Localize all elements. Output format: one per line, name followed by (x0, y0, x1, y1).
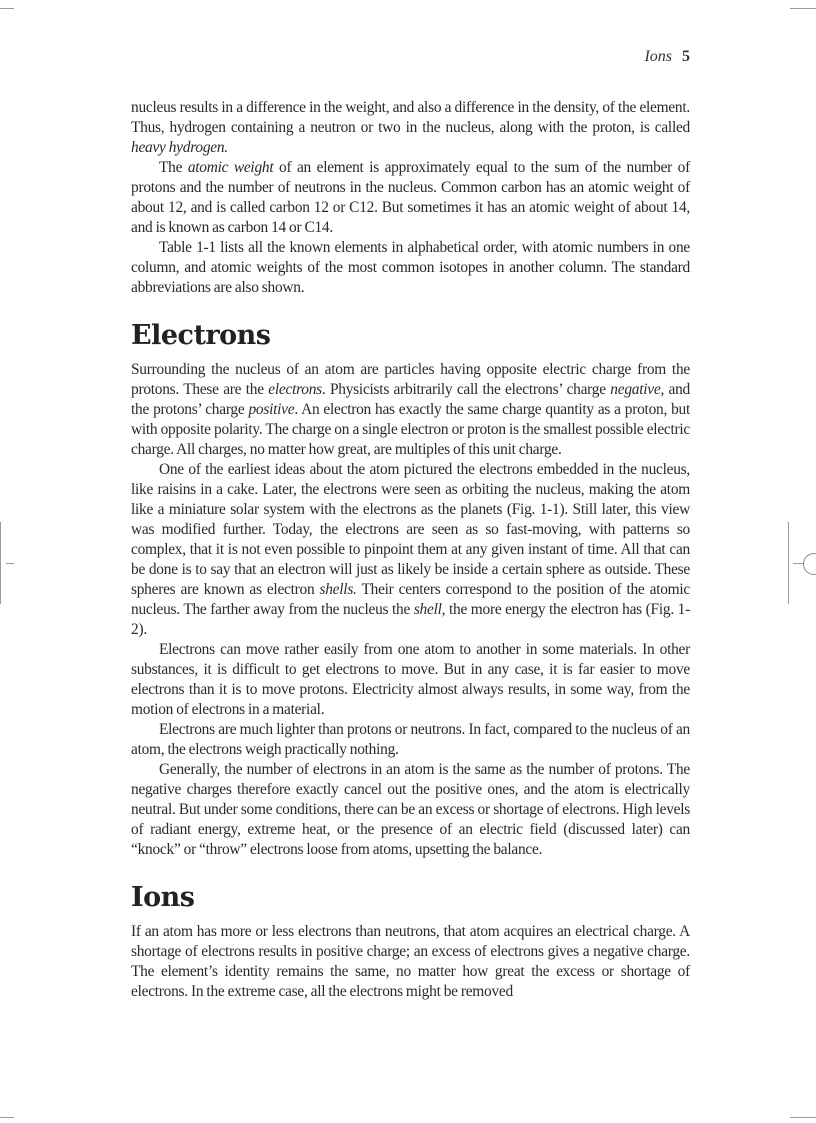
text-run: . An electron has exactly the same charge quantity as a proton, but with opposite polarity. The charge on a single electron or proton is the smallest possible electric charge. All charges, no matter how great, are multiples of this unit charge. (131, 401, 690, 458)
running-header (644, 48, 690, 66)
text-run: , and the protons’ charge (131, 381, 690, 418)
registration-mark-right-vertical (788, 522, 789, 604)
electrons-paragraph-1 (131, 360, 690, 460)
crop-mark-top-left (0, 8, 14, 9)
text-run: The (159, 159, 188, 176)
text-run: . Physicists arbitrarily call the electrons’ charge (321, 381, 611, 398)
electrons-paragraph-5: Generally, the number of electrons in an atom is the same as the number of protons. The negative charges therefore exactly cancel out the positive ones, and the atom is electrically neutral. But under some conditions, there can be an excess or shortage of electrons. High levels of radiant energy, extreme heat, or the presence of an electric field (discussed later) can “knock” or “throw” electrons loose from atoms, upsetting the balance. (131, 761, 690, 858)
text-run: Their centers correspond to the position of the atomic nucleus. The farther away from the nucleus the (131, 581, 690, 618)
emphasis: positive (248, 401, 295, 418)
registration-mark-right-horizontal (793, 563, 803, 564)
text-run: Surrounding the nucleus of an atom are particles having opposite electric charge from the protons. These are the (131, 361, 690, 398)
text-run: of an element is approximately equal to the sum of the number of protons and the number of neutrons in the nucleus. Common carbon has an atomic weight of about 12, and is called carbon 12 or C12. But sometimes it has an atomic weight of about 14, and is known as carbon 14 or C14. (131, 159, 690, 236)
text-run: nucleus results in a difference in the weight, and also a difference in the density, of the element. Thus, hydrogen containing a neutron or two in the nucleus, along with the proton, is called (131, 99, 690, 136)
electrons-paragraph-4: Electrons are much lighter than protons or neutrons. In fact, compared to the nucleus of an atom, the electrons weigh practically nothing. (131, 721, 690, 758)
electrons-paragraph-2 (131, 460, 690, 640)
text-run: One of the earliest ideas about the atom pictured the electrons embedded in the nucleus, like raisins in a cake. Later, the electrons were seen as orbiting the nucleus, making the atom like a miniature solar system with the electrons as the planets (Fig. 1-1). Still later, this view was modified further. Today, the electrons are seen as so fast-moving, with patterns so complex, that it is not even possible to pinpoint them at any given instant of time. All that can be done is to say that an electron will just as likely be inside a certain sphere as outside. These spheres are known as electron (131, 461, 690, 598)
intro-paragraph-1 (131, 98, 690, 158)
crop-mark-bottom-right (790, 1117, 816, 1118)
registration-mark-left-horizontal (6, 563, 14, 564)
emphasis: shell, (413, 601, 446, 618)
registration-circle-icon (803, 553, 816, 575)
emphasis: electrons (268, 381, 322, 398)
crop-mark-bottom-left (0, 1117, 14, 1118)
running-title: Ions (644, 48, 672, 65)
intro-paragraph-2 (131, 158, 690, 238)
emphasis: heavy hydrogen. (131, 139, 228, 156)
emphasis: negative (610, 381, 661, 398)
emphasis: atomic weight (187, 159, 274, 176)
registration-mark-left-vertical (0, 522, 1, 604)
ions-paragraph-1: If an atom has more or less electrons than neutrons, that atom acquires an electrical charge. A shortage of electrons results in positive charge; an excess of electrons gives a negative charge. The element’s identity remains the same, no matter how great the excess or shortage of electrons. In the extreme case, all the electrons might be removed (131, 923, 690, 1000)
section-heading-ions: Ions (131, 882, 195, 913)
page-body (131, 98, 690, 1002)
emphasis: shells. (319, 581, 357, 598)
electrons-paragraph-3: Electrons can move rather easily from one atom to another in some materials. In other substances, it is difficult to get electrons to move. But in any case, it is far easier to move electrons than it is to move protons. Electricity almost always results, in some way, from the motion of electrons in a material. (131, 641, 690, 718)
text-run: the more energy the electron has (Fig. 1-2). (131, 601, 690, 638)
intro-paragraph-3: Table 1-1 lists all the known elements in alphabetical order, with atomic numbers in one column, and atomic weights of the most common isotopes in another column. The standard abbreviations are also shown. (131, 239, 690, 296)
page-number: 5 (682, 48, 690, 65)
crop-mark-top-right (790, 8, 816, 9)
section-heading-electrons: Electrons (131, 320, 271, 351)
